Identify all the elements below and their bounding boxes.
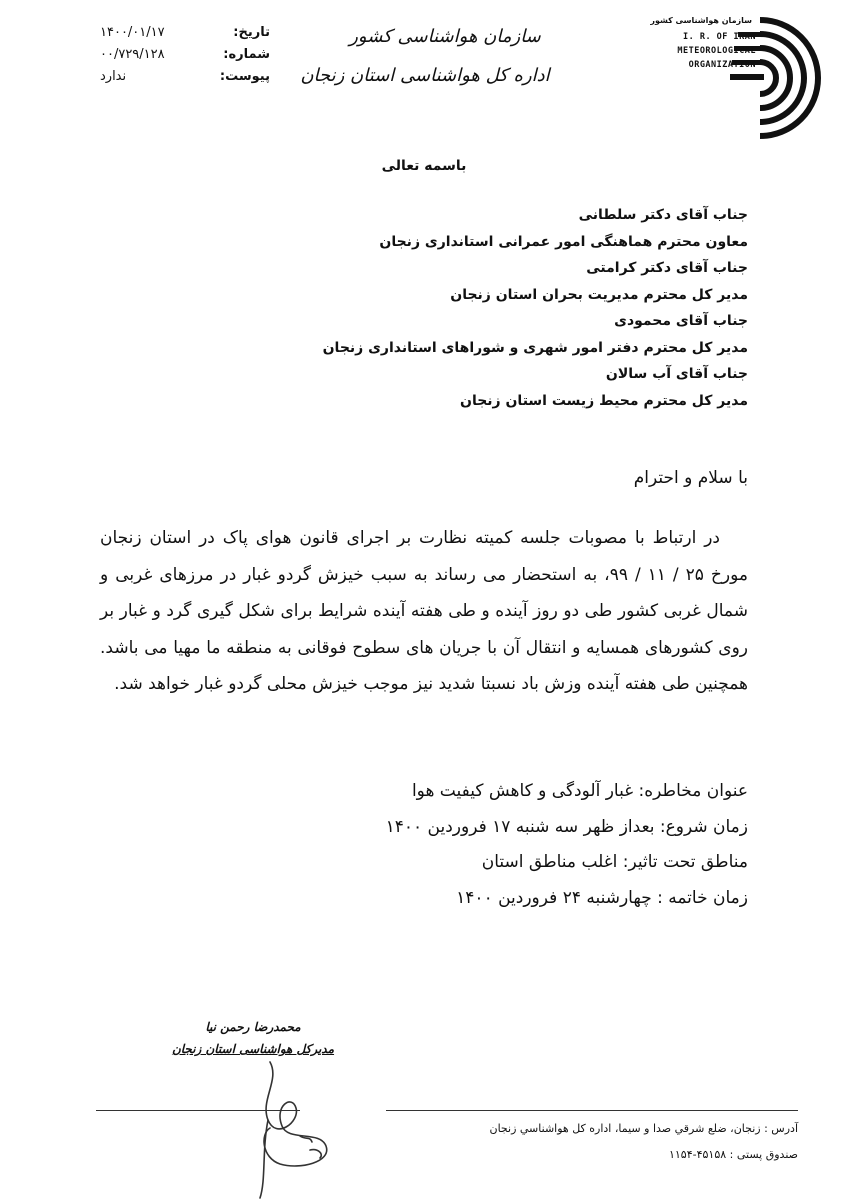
date-label: تاریخ: bbox=[233, 25, 270, 40]
end-time-line: زمان خاتمه : چهارشنبه ۲۴ فروردین ۱۴۰۰ bbox=[456, 887, 748, 908]
organization-title bbox=[300, 20, 550, 86]
attachment-value: ندارد bbox=[100, 69, 127, 84]
logo-en-line: I. R. OF IRAN bbox=[682, 32, 756, 42]
footer-address: آدرس : زنجان، ضلع شرقي صدا و سيما، اداره كل هواشناسي زنجان bbox=[489, 1122, 798, 1135]
footer-contact bbox=[378, 1116, 798, 1168]
attachment-label: پیوست: bbox=[219, 69, 270, 84]
number-label: شماره: bbox=[223, 47, 270, 62]
signatory-name: محمدرضا رحمن نیا bbox=[205, 1020, 301, 1034]
start-time-line: زمان شروع: بعداز ظهر سه شنبه ۱۷ فروردین ۱۴۰۰ bbox=[385, 816, 748, 837]
footer-divider-right bbox=[386, 1110, 798, 1111]
recipient-line: جناب آقای آب سالان bbox=[605, 366, 748, 382]
recipient-line: جناب آقای دکتر کرامتی bbox=[586, 260, 748, 276]
number-row bbox=[100, 44, 270, 66]
org-department: اداره کل هواشناسی استان زنجان bbox=[300, 65, 550, 86]
signatory-title: مدیرکل هواشناسی استان زنجان bbox=[171, 1042, 335, 1056]
greeting: با سلام و احترام bbox=[633, 468, 748, 488]
letter-meta bbox=[100, 22, 270, 88]
footer-divider-left bbox=[96, 1110, 300, 1111]
handwritten-signature bbox=[240, 1060, 370, 1200]
date-value: ۱۴۰۰/۰۱/۱۷ bbox=[100, 25, 165, 40]
meteorological-organization-logo bbox=[650, 12, 830, 142]
recipient-line: مدیر کل محترم دفتر امور شهری و شوراهای استانداری زنجان bbox=[322, 339, 748, 356]
salutation-heading: باسمه تعالی bbox=[381, 158, 467, 174]
attachment-row bbox=[100, 66, 270, 88]
recipient-line: جناب آقای محمودی bbox=[614, 313, 748, 329]
recipients-list bbox=[248, 202, 748, 414]
recipient-line: معاون محترم هماهنگی امور عمرانی استانداری زنجان bbox=[379, 233, 748, 250]
signatory-block bbox=[168, 1016, 338, 1060]
logo-english-text bbox=[656, 30, 756, 72]
logo-en-line: METEOROLOGICAL bbox=[677, 46, 756, 56]
footer-po-box: صندوق پستی : ۴۵۱۵۸-۱۱۵۴ bbox=[668, 1148, 798, 1161]
hazard-details bbox=[386, 774, 748, 916]
number-value: ۰۰/۷۲۹/۱۲۸ bbox=[100, 47, 165, 62]
recipient-line: جناب آقای دکتر سلطانی bbox=[578, 207, 748, 223]
body-paragraph: در ارتباط با مصوبات جلسه کمیته نظارت بر اجرای قانون هوای پاک در استان زنجان مورخ ۲۵ / ۱۱ / ۹۹، به استحضار می رساند به سبب خیزش گردو غبار در مرزهای غربی و شمال غربی کشور طی دو روز آینده و طی هفته آینده شرایط برای شکل گیری گرد و غبار بر روی کشورهای همسایه و انتقال آن با جریان های سطوح فوقانی به منطقه ما مهیا می باشد. همچنین طی هفته آینده وزش باد نسبتا شدید نیز موجب خیزش محلی گردو غبار خواهد شد. bbox=[100, 528, 748, 694]
recipient-line: مدیر کل محترم محیط زیست استان زنجان bbox=[460, 392, 748, 409]
letter-body bbox=[100, 520, 748, 703]
logo-persian-text: سازمان هواشناسی کشور bbox=[650, 16, 752, 25]
logo-en-line: ORGANIZATION bbox=[688, 60, 756, 70]
recipient-line: مدیر کل محترم مدیریت بحران استان زنجان bbox=[450, 286, 748, 303]
date-row bbox=[100, 22, 270, 44]
org-name: سازمان هواشناسی کشور bbox=[349, 26, 541, 47]
hazard-title-line: عنوان مخاطره: غبار آلودگی و کاهش کیفیت هوا bbox=[411, 781, 748, 801]
affected-areas-line: مناطق تحت تاثیر: اغلب مناطق استان bbox=[481, 852, 748, 872]
